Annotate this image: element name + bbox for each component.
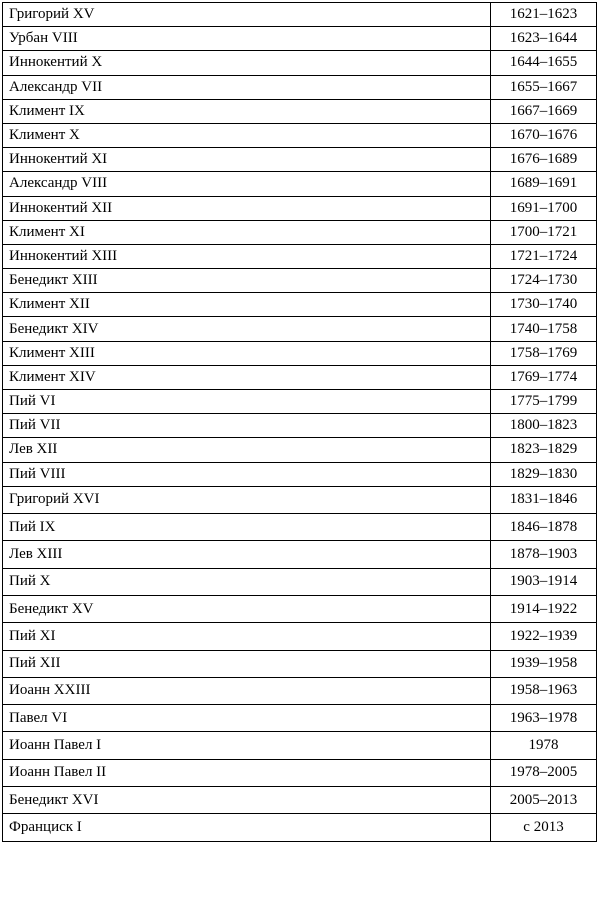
table-row <box>3 27 597 51</box>
pontificate-years-cell: 1644–1655 <box>491 51 597 75</box>
pontificate-years-cell: 1775–1799 <box>491 390 597 414</box>
pontificate-years-cell: 1922–1939 <box>491 623 597 650</box>
table-row <box>3 514 597 541</box>
table-row <box>3 99 597 123</box>
table-row <box>3 486 597 513</box>
pontificate-years-cell: 1655–1667 <box>491 75 597 99</box>
pope-name-cell: Климент XI <box>3 220 491 244</box>
pontificate-years-cell: с 2013 <box>491 814 597 841</box>
pope-name-cell: Бенедикт XVI <box>3 787 491 814</box>
table-row <box>3 341 597 365</box>
pope-name-cell: Климент X <box>3 123 491 147</box>
pontificate-years-cell: 1903–1914 <box>491 568 597 595</box>
pontificate-years-cell: 1621–1623 <box>491 3 597 27</box>
pontificate-years-cell: 1623–1644 <box>491 27 597 51</box>
pontificate-years-cell: 1769–1774 <box>491 365 597 389</box>
pontificate-years-cell: 1724–1730 <box>491 269 597 293</box>
popes-table-body <box>3 3 597 842</box>
pontificate-years-cell: 1846–1878 <box>491 514 597 541</box>
table-row <box>3 244 597 268</box>
pontificate-years-cell: 1670–1676 <box>491 123 597 147</box>
pope-name-cell: Иннокентий XII <box>3 196 491 220</box>
table-row <box>3 51 597 75</box>
pontificate-years-cell: 1978 <box>491 732 597 759</box>
pope-name-cell: Григорий XVI <box>3 486 491 513</box>
pontificate-years-cell: 1914–1922 <box>491 595 597 622</box>
pope-name-cell: Лев XII <box>3 438 491 462</box>
pontificate-years-cell: 2005–2013 <box>491 787 597 814</box>
table-row <box>3 148 597 172</box>
pontificate-years-cell: 1758–1769 <box>491 341 597 365</box>
pope-name-cell: Пий VIII <box>3 462 491 486</box>
pope-name-cell: Григорий XV <box>3 3 491 27</box>
table-row <box>3 759 597 786</box>
pontificate-years-cell: 1740–1758 <box>491 317 597 341</box>
pope-name-cell: Иннокентий XIII <box>3 244 491 268</box>
pope-name-cell: Пий XII <box>3 650 491 677</box>
pontificate-years-cell: 1823–1829 <box>491 438 597 462</box>
table-row <box>3 293 597 317</box>
table-row <box>3 123 597 147</box>
pope-name-cell: Бенедикт XIII <box>3 269 491 293</box>
pontificate-years-cell: 1800–1823 <box>491 414 597 438</box>
pope-name-cell: Климент XII <box>3 293 491 317</box>
table-row <box>3 677 597 704</box>
pope-name-cell: Иоанн Павел II <box>3 759 491 786</box>
pope-name-cell: Пий IX <box>3 514 491 541</box>
table-row <box>3 220 597 244</box>
pontificate-years-cell: 1978–2005 <box>491 759 597 786</box>
pontificate-years-cell: 1691–1700 <box>491 196 597 220</box>
pope-name-cell: Павел VI <box>3 705 491 732</box>
table-row <box>3 75 597 99</box>
table-row <box>3 438 597 462</box>
pope-name-cell: Бенедикт XV <box>3 595 491 622</box>
pope-name-cell: Александр VIII <box>3 172 491 196</box>
pontificate-years-cell: 1829–1830 <box>491 462 597 486</box>
pope-name-cell: Климент XIII <box>3 341 491 365</box>
table-row <box>3 172 597 196</box>
pope-name-cell: Иоанн XXIII <box>3 677 491 704</box>
table-row <box>3 623 597 650</box>
pope-name-cell: Бенедикт XIV <box>3 317 491 341</box>
pontificate-years-cell: 1878–1903 <box>491 541 597 568</box>
table-row <box>3 595 597 622</box>
table-row <box>3 732 597 759</box>
pontificate-years-cell: 1958–1963 <box>491 677 597 704</box>
table-row <box>3 568 597 595</box>
pontificate-years-cell: 1667–1669 <box>491 99 597 123</box>
pope-name-cell: Пий VII <box>3 414 491 438</box>
pontificate-years-cell: 1939–1958 <box>491 650 597 677</box>
pontificate-years-cell: 1700–1721 <box>491 220 597 244</box>
pope-name-cell: Климент XIV <box>3 365 491 389</box>
table-row <box>3 317 597 341</box>
table-row <box>3 414 597 438</box>
pope-name-cell: Иннокентий X <box>3 51 491 75</box>
table-row <box>3 541 597 568</box>
table-row <box>3 814 597 841</box>
table-row <box>3 390 597 414</box>
pontificate-years-cell: 1676–1689 <box>491 148 597 172</box>
table-row <box>3 196 597 220</box>
pope-name-cell: Иоанн Павел I <box>3 732 491 759</box>
pope-name-cell: Пий X <box>3 568 491 595</box>
pope-name-cell: Иннокентий XI <box>3 148 491 172</box>
pope-name-cell: Пий VI <box>3 390 491 414</box>
pontificate-years-cell: 1831–1846 <box>491 486 597 513</box>
table-row <box>3 462 597 486</box>
pontificate-years-cell: 1721–1724 <box>491 244 597 268</box>
pontificate-years-cell: 1963–1978 <box>491 705 597 732</box>
pope-name-cell: Франциск I <box>3 814 491 841</box>
pope-name-cell: Александр VII <box>3 75 491 99</box>
pope-name-cell: Урбан VIII <box>3 27 491 51</box>
table-row <box>3 269 597 293</box>
table-row <box>3 787 597 814</box>
table-row <box>3 365 597 389</box>
pope-name-cell: Пий XI <box>3 623 491 650</box>
pontificate-years-cell: 1689–1691 <box>491 172 597 196</box>
pope-name-cell: Лев XIII <box>3 541 491 568</box>
popes-table <box>2 2 597 842</box>
table-row <box>3 3 597 27</box>
table-row <box>3 650 597 677</box>
table-row <box>3 705 597 732</box>
pope-name-cell: Климент IX <box>3 99 491 123</box>
pontificate-years-cell: 1730–1740 <box>491 293 597 317</box>
